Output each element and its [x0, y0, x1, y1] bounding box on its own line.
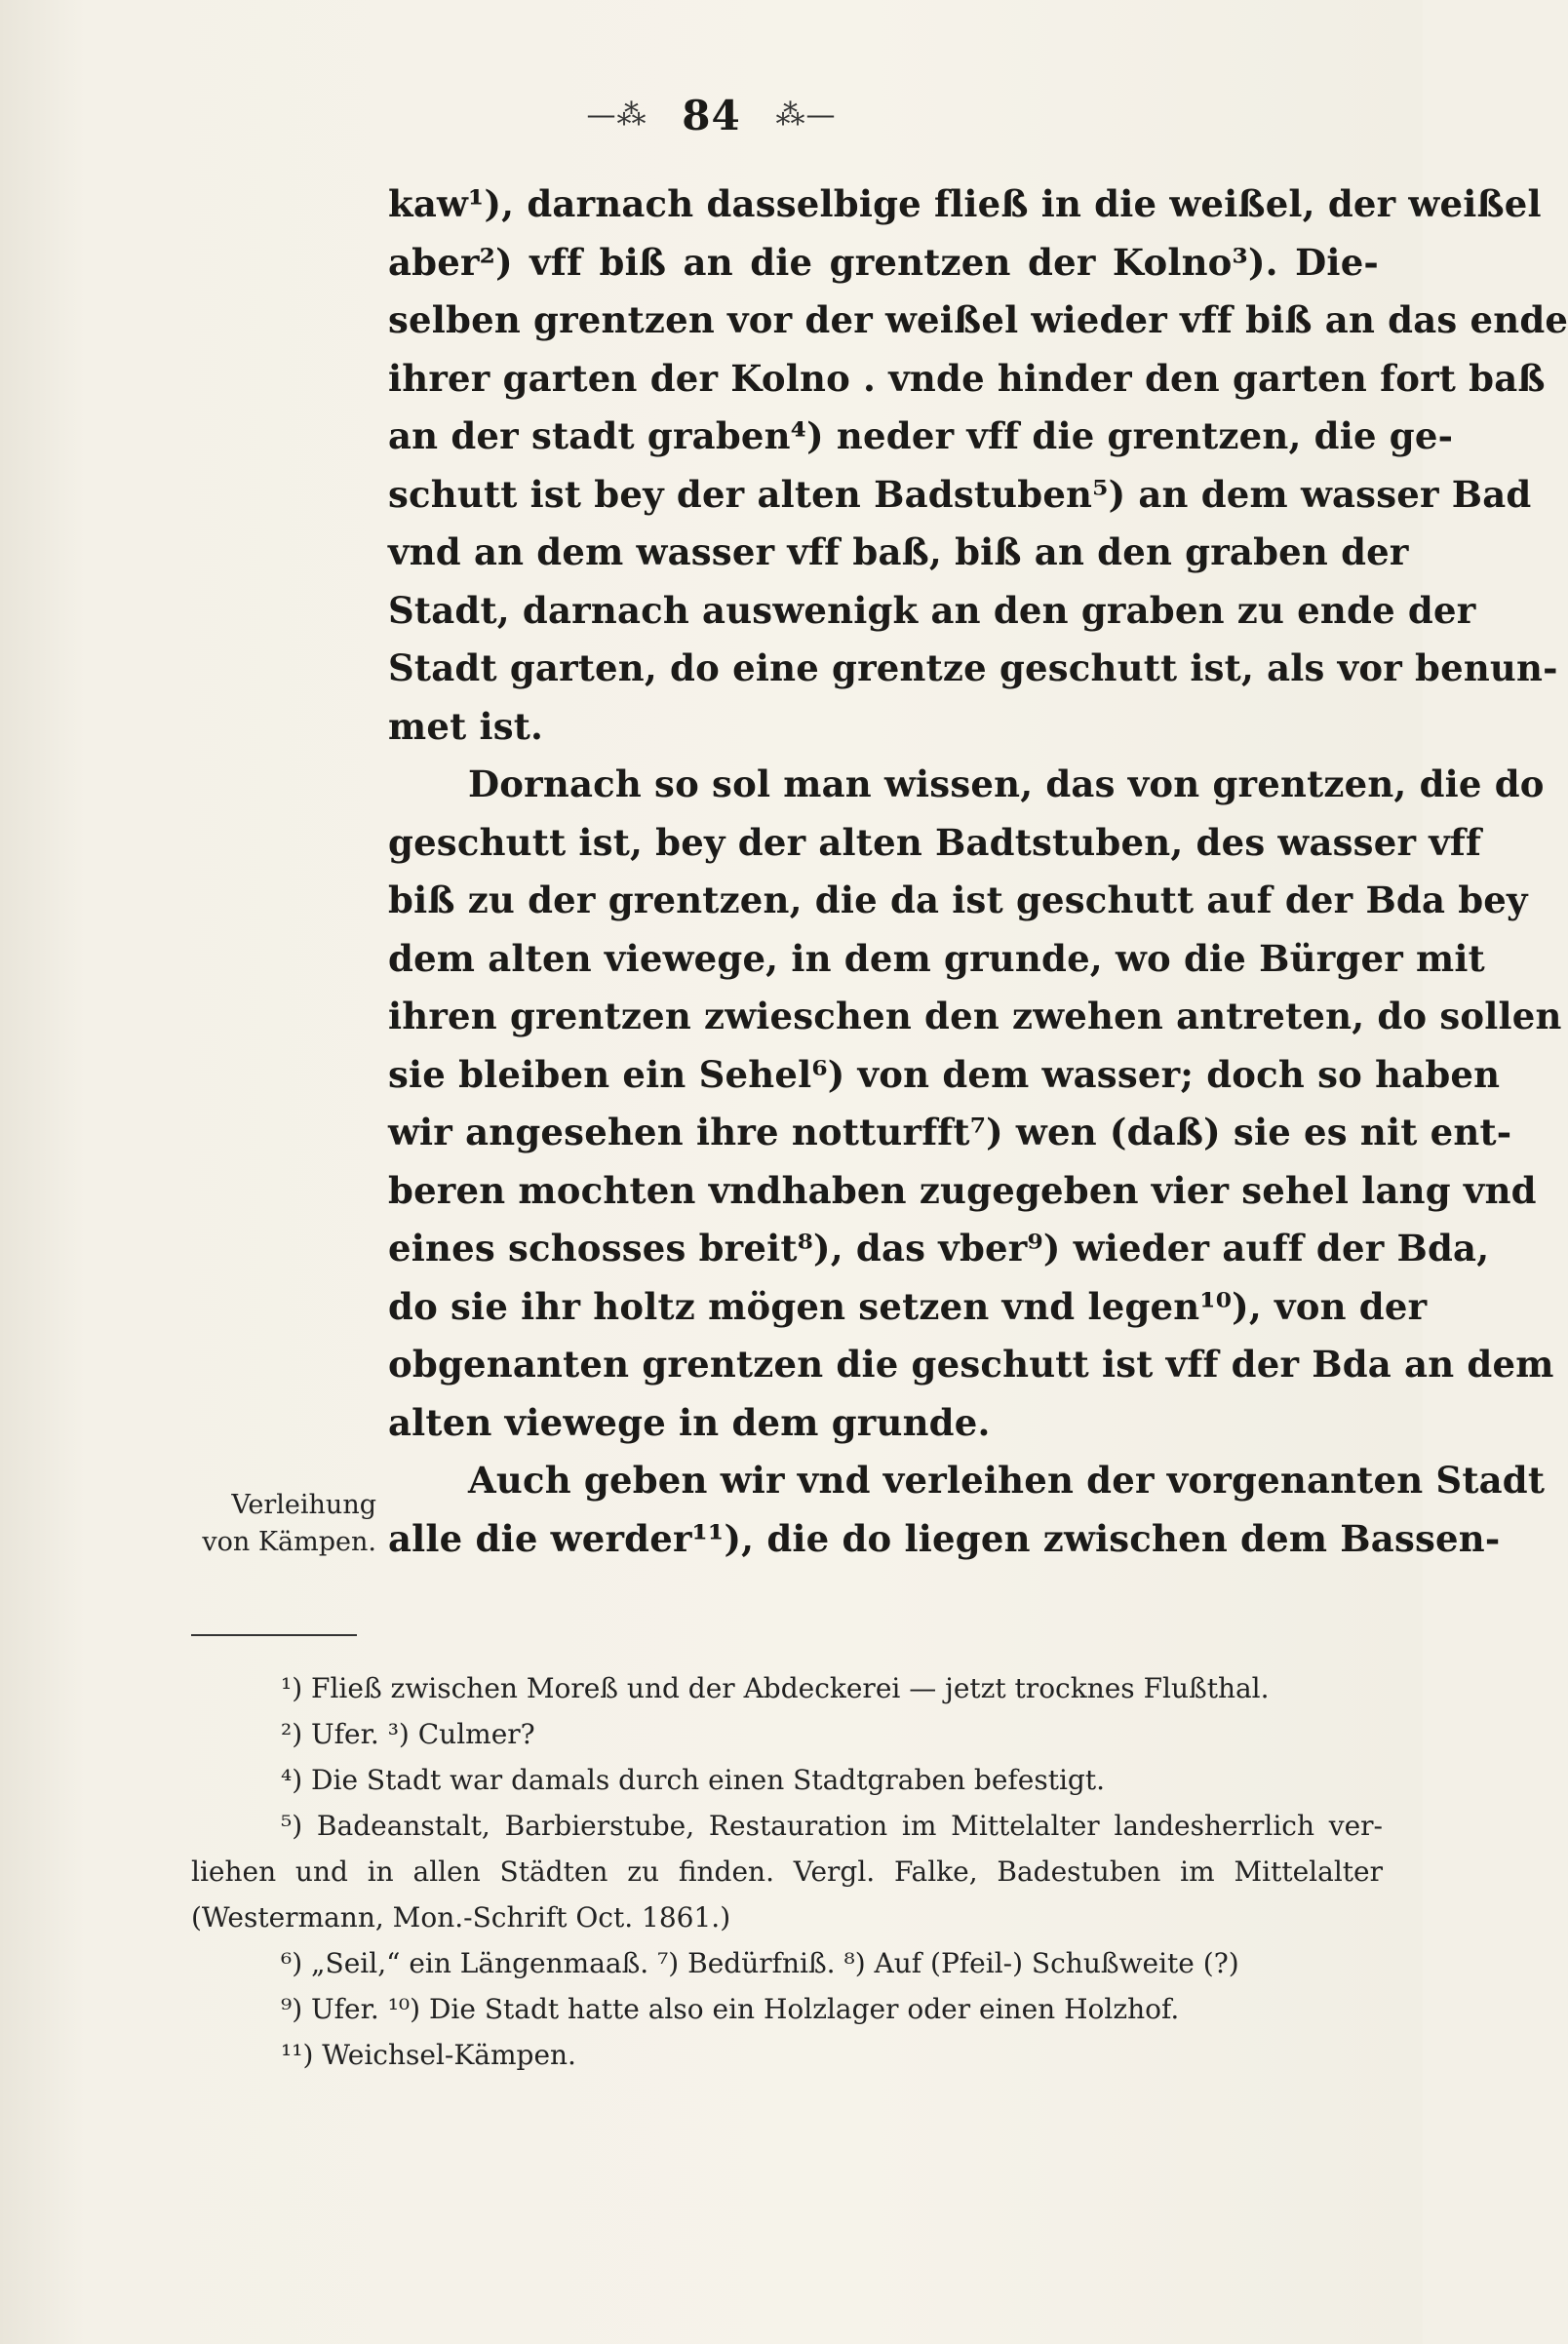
footnote: ⁶) „Seil,“ ein Längenmaaß. ⁷) Bedürfniß. ⁸) Auf (Pfeil-) Schußweite (?) [281, 1947, 1239, 1979]
footnote: ¹¹) Weichsel-Kämpen. [281, 2039, 576, 2071]
text-line: ihrer garten der Kolno . vnde hinder den garten fort baß [388, 356, 1546, 400]
text-line: beren mochten vndhaben zugegeben vier sehel lang vnd [388, 1168, 1537, 1212]
text-line: Auch geben wir vnd verleihen der vorgenanten Stadt [468, 1459, 1546, 1502]
text-line: do sie ihr holtz mögen setzen vnd legen¹⁰), von der [388, 1284, 1428, 1328]
text-line: Stadt garten, do eine grentze geschutt ist, als vor benun- [388, 646, 1558, 689]
footnotes [191, 1665, 1383, 2078]
text-line: sie bleiben ein Sehel⁶) von dem wasser; doch so haben [388, 1052, 1501, 1096]
text-line: met ist. [388, 704, 544, 748]
text-line: eines schosses breit⁸), das vber⁹) wieder auff der Bda, [388, 1227, 1490, 1270]
text-line: geschutt ist, bey der alten Badtstuben, des wasser vff [388, 820, 1482, 864]
footnote: ¹) Fließ zwischen Moreß und der Abdeckerei — jetzt trocknes Flußthal. [281, 1672, 1270, 1704]
text-line: kaw¹), darnach dasselbige fließ in die weißel, der weißel [388, 182, 1542, 225]
text-line: dem alten viewege, in dem grunde, wo die Bürger mit [388, 936, 1485, 980]
margin-note-line: Verleihung [231, 1490, 376, 1520]
text-line: ihren grentzen zwieschen den zwehen antreten, do sollen [388, 995, 1562, 1037]
page-number: 84 [682, 91, 741, 139]
text-line: wir angesehen ihre notturfft⁷) wen (daß) sie es nit ent- [388, 1111, 1512, 1153]
footnote: ⁴) Die Stadt war damals durch einen Stadtgraben befestigt. [281, 1764, 1105, 1796]
page-header [0, 90, 1423, 139]
text-line: an der stadt graben⁴) neder vff die grentzen, die ge- [388, 414, 1454, 457]
text-line: alle die werder¹¹), die do liegen zwischen dem Bassen- [388, 1516, 1501, 1560]
text-line: biß zu der grentzen, die da ist geschutt auf der Bda bey [388, 879, 1528, 921]
header-ornament-left: —⁂ [586, 98, 647, 133]
header-ornament-right: ⁂— [775, 98, 837, 133]
text-line: obgenanten grentzen die geschutt ist vff der Bda an dem [388, 1343, 1554, 1386]
footnote: ²) Ufer. ³) Culmer? [281, 1718, 535, 1750]
footnote-divider [191, 1634, 357, 1636]
margin-note-line: von Kämpen. [202, 1527, 376, 1557]
text-line: Dornach so sol man wissen, das von grentzen, die do [468, 762, 1545, 805]
text-line: schutt ist bey der alten Badstuben⁵) an dem wasser Bad [388, 472, 1532, 516]
footnote: liehen und in allen Städten zu finden. Vergl. Falke, Badestuben im Mittelalter [191, 1856, 1383, 1888]
footnote: ⁹) Ufer. ¹⁰) Die Stadt hatte also ein Holzlager oder einen Holzhof. [281, 1993, 1180, 2025]
margin-note [191, 1487, 376, 1561]
text-line: Stadt, darnach auswenigk an den graben zu ende der [388, 588, 1476, 632]
footnote: ⁵) Badeanstalt, Barbierstube, Restauration im Mittelalter landesherrlich ver- [281, 1810, 1383, 1842]
footnote: (Westermann, Mon.-Schrift Oct. 1861.) [191, 1901, 731, 1934]
main-text [388, 176, 1568, 1568]
text-line: selben grentzen vor der weißel wieder vff biß an das ende [388, 298, 1568, 341]
text-line: aber²) vff biß an die grentzen der Kolno³). Die- [388, 240, 1379, 284]
text-line: alten viewege in dem grunde. [388, 1400, 991, 1444]
text-line: vnd an dem wasser vff baß, biß an den graben der [388, 530, 1409, 573]
